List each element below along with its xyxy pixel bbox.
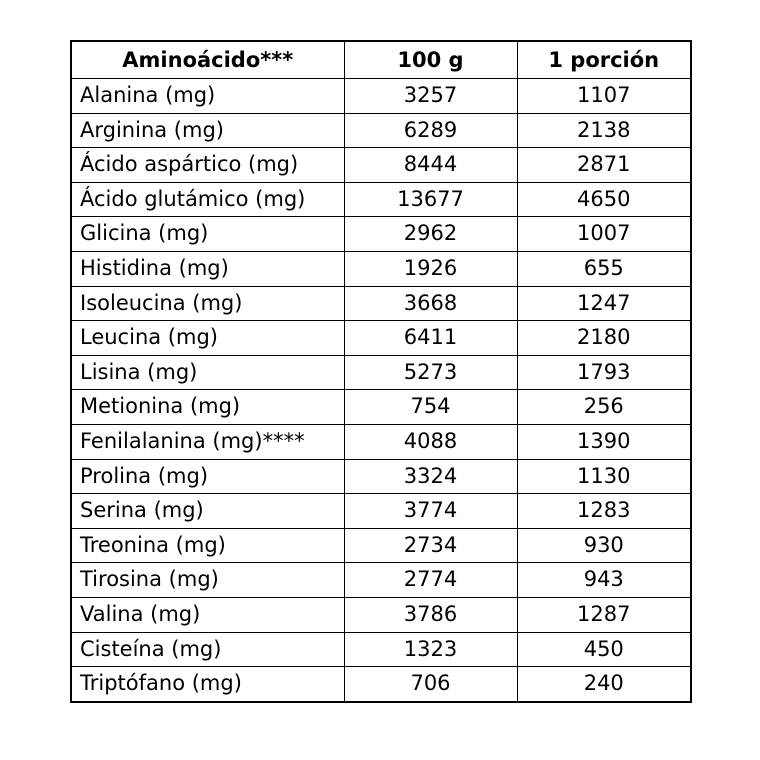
table-row bbox=[71, 632, 691, 667]
per-100g-cell: 3668 bbox=[344, 286, 517, 321]
table-row bbox=[71, 424, 691, 459]
per-serving-cell: 2138 bbox=[517, 113, 691, 148]
table-row bbox=[71, 597, 691, 632]
table-row bbox=[71, 563, 691, 598]
amino-acid-name-cell: Tirosina (mg) bbox=[71, 563, 344, 598]
per-serving-cell: 1130 bbox=[517, 459, 691, 494]
per-100g-cell: 3786 bbox=[344, 597, 517, 632]
per-serving-cell: 1107 bbox=[517, 79, 691, 114]
table-row bbox=[71, 667, 691, 702]
table-row bbox=[71, 528, 691, 563]
table-row bbox=[71, 459, 691, 494]
amino-acid-name-cell: Prolina (mg) bbox=[71, 459, 344, 494]
amino-acid-name-cell: Serina (mg) bbox=[71, 494, 344, 529]
amino-acid-name-cell: Alanina (mg) bbox=[71, 79, 344, 114]
per-100g-cell: 4088 bbox=[344, 424, 517, 459]
per-serving-cell: 2180 bbox=[517, 321, 691, 356]
amino-acid-name-cell: Fenilalanina (mg)**** bbox=[71, 424, 344, 459]
per-100g-cell: 6411 bbox=[344, 321, 517, 356]
table-row bbox=[71, 251, 691, 286]
amino-acid-name-cell: Triptófano (mg) bbox=[71, 667, 344, 702]
amino-acid-name-cell: Metionina (mg) bbox=[71, 390, 344, 425]
amino-acid-name-cell: Valina (mg) bbox=[71, 597, 344, 632]
header-per-100g: 100 g bbox=[344, 41, 517, 79]
amino-acid-name-cell: Ácido aspártico (mg) bbox=[71, 148, 344, 183]
amino-acid-name-cell: Histidina (mg) bbox=[71, 251, 344, 286]
per-100g-cell: 2962 bbox=[344, 217, 517, 252]
amino-acid-name-cell: Lisina (mg) bbox=[71, 355, 344, 390]
table-header bbox=[71, 41, 691, 79]
header-amino-acid: Aminoácido*** bbox=[71, 41, 344, 79]
table-row bbox=[71, 321, 691, 356]
amino-acid-name-cell: Ácido glutámico (mg) bbox=[71, 182, 344, 217]
per-serving-cell: 1247 bbox=[517, 286, 691, 321]
per-100g-cell: 754 bbox=[344, 390, 517, 425]
table-body bbox=[71, 79, 691, 702]
per-100g-cell: 2734 bbox=[344, 528, 517, 563]
per-serving-cell: 1283 bbox=[517, 494, 691, 529]
per-serving-cell: 2871 bbox=[517, 148, 691, 183]
table-row bbox=[71, 182, 691, 217]
per-100g-cell: 3774 bbox=[344, 494, 517, 529]
per-serving-cell: 450 bbox=[517, 632, 691, 667]
amino-acid-table-container bbox=[70, 40, 690, 703]
per-serving-cell: 1287 bbox=[517, 597, 691, 632]
per-100g-cell: 8444 bbox=[344, 148, 517, 183]
amino-acid-name-cell: Isoleucina (mg) bbox=[71, 286, 344, 321]
table-row bbox=[71, 494, 691, 529]
per-serving-cell: 240 bbox=[517, 667, 691, 702]
per-serving-cell: 1793 bbox=[517, 355, 691, 390]
header-row bbox=[71, 41, 691, 79]
per-serving-cell: 930 bbox=[517, 528, 691, 563]
per-serving-cell: 256 bbox=[517, 390, 691, 425]
amino-acid-name-cell: Leucina (mg) bbox=[71, 321, 344, 356]
table-row bbox=[71, 217, 691, 252]
per-100g-cell: 1323 bbox=[344, 632, 517, 667]
amino-acid-name-cell: Cisteína (mg) bbox=[71, 632, 344, 667]
per-serving-cell: 4650 bbox=[517, 182, 691, 217]
per-100g-cell: 3324 bbox=[344, 459, 517, 494]
per-100g-cell: 6289 bbox=[344, 113, 517, 148]
amino-acid-name-cell: Glicina (mg) bbox=[71, 217, 344, 252]
per-serving-cell: 1390 bbox=[517, 424, 691, 459]
per-100g-cell: 2774 bbox=[344, 563, 517, 598]
table-row bbox=[71, 113, 691, 148]
per-100g-cell: 706 bbox=[344, 667, 517, 702]
header-per-serving: 1 porción bbox=[517, 41, 691, 79]
table-row bbox=[71, 355, 691, 390]
table-row bbox=[71, 390, 691, 425]
per-100g-cell: 5273 bbox=[344, 355, 517, 390]
table-row bbox=[71, 79, 691, 114]
table-row bbox=[71, 148, 691, 183]
amino-acid-table bbox=[70, 40, 692, 703]
amino-acid-name-cell: Treonina (mg) bbox=[71, 528, 344, 563]
amino-acid-name-cell: Arginina (mg) bbox=[71, 113, 344, 148]
table-row bbox=[71, 286, 691, 321]
per-serving-cell: 655 bbox=[517, 251, 691, 286]
per-serving-cell: 1007 bbox=[517, 217, 691, 252]
per-100g-cell: 1926 bbox=[344, 251, 517, 286]
per-100g-cell: 3257 bbox=[344, 79, 517, 114]
per-100g-cell: 13677 bbox=[344, 182, 517, 217]
per-serving-cell: 943 bbox=[517, 563, 691, 598]
